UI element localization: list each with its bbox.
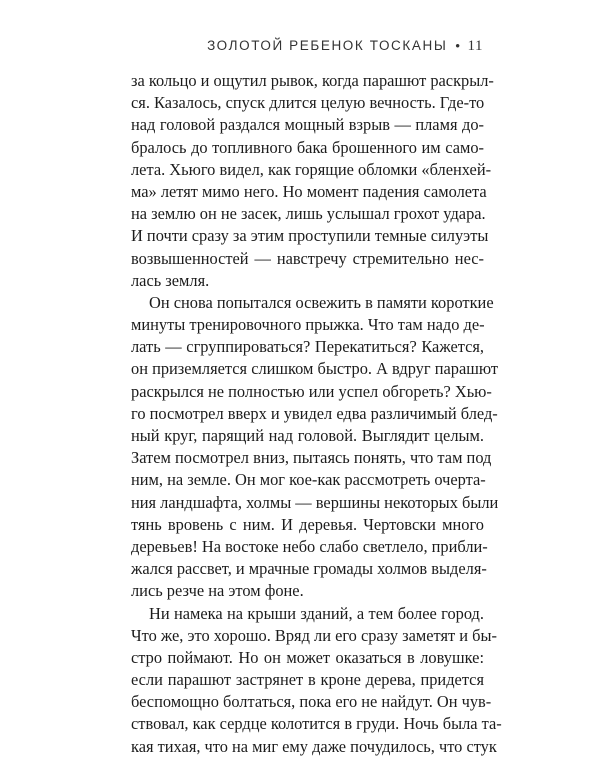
text-line: ствовал, как сердце колотится в груди. Ночь была та-	[131, 714, 502, 734]
text-line: ним, на земле. Он мог кое-как рассмотреть очерта-	[131, 470, 486, 490]
text-line: на землю он не засек, лишь услышал грохот удара.	[131, 204, 486, 224]
text-line: если парашют застрянет в кроне дерева, придется	[131, 670, 484, 690]
text-line: минуты тренировочного прыжка. Что там надо де-	[131, 315, 485, 335]
running-title: ЗОЛОТОЙ РЕБЕНОК ТОСКАНЫ	[207, 38, 448, 53]
text-line: ния ландшафта, холмы — вершины некоторых были	[131, 492, 499, 512]
text-line: ма» летят мимо него. Но момент падения самолета	[131, 181, 487, 201]
text-line: беспомощно болтаться, пока его не найдут. Он чув-	[131, 692, 492, 712]
text-line: деревьев! На востоке небо слабо светлело, прибли-	[131, 536, 488, 556]
text-line: го посмотрел вверх и увидел едва различимый блед-	[131, 403, 498, 423]
text-line: ся. Казалось, спуск длится целую вечность. Где-то	[131, 93, 485, 113]
header-separator: •	[455, 38, 462, 53]
text-line: тянь вровень с ним. И деревья. Чертовски много	[131, 514, 484, 534]
running-header	[0, 38, 483, 55]
text-line: лась земля.	[131, 270, 210, 290]
text-line: возвышенностей — навстречу стремительно нес-	[131, 248, 484, 268]
text-line: за кольцо и ощутил рывок, когда парашют раскрыл-	[131, 71, 494, 90]
paragraph-start-line: Он снова попытался освежить в памяти короткие	[149, 292, 494, 312]
body-text	[131, 70, 502, 758]
text-line: И почти сразу за этим проступили темные силуэты	[131, 226, 489, 246]
text-line: Затем посмотрел вниз, пытаясь понять, что там под	[131, 448, 492, 468]
page-number: 11	[467, 38, 483, 54]
text-line: лись резче на этом фоне.	[131, 581, 304, 601]
text-line: стро поймают. Но он может оказаться в ловушке:	[131, 647, 484, 667]
text-line: над головой раздался мощный взрыв — пламя до-	[131, 115, 484, 135]
text-line: ный круг, парящий над головой. Выглядит целым.	[131, 426, 484, 445]
text-line: кая тихая, что на миг ему даже почудилось, что стук	[131, 736, 497, 756]
text-line: бралось до топливного бака брошенного им само-	[131, 137, 484, 157]
paragraph-start-line: Ни намека на крыши зданий, а тем более город.	[149, 603, 484, 623]
text-line: раскрылся не полностью или успел обгореть? Хью-	[131, 381, 492, 401]
text-line: он приземляется слишком быстро. А вдруг парашют	[131, 359, 499, 379]
text-line: лать — сгруппироваться? Перекатиться? Кажется,	[131, 337, 484, 357]
text-line: лета. Хьюго видел, как горящие обломки «бленхей-	[131, 159, 492, 179]
text-line: жался рассвет, и мрачные громады холмов выделя-	[131, 559, 487, 579]
text-line: Что же, это хорошо. Вряд ли его сразу заметят и бы-	[131, 625, 497, 645]
